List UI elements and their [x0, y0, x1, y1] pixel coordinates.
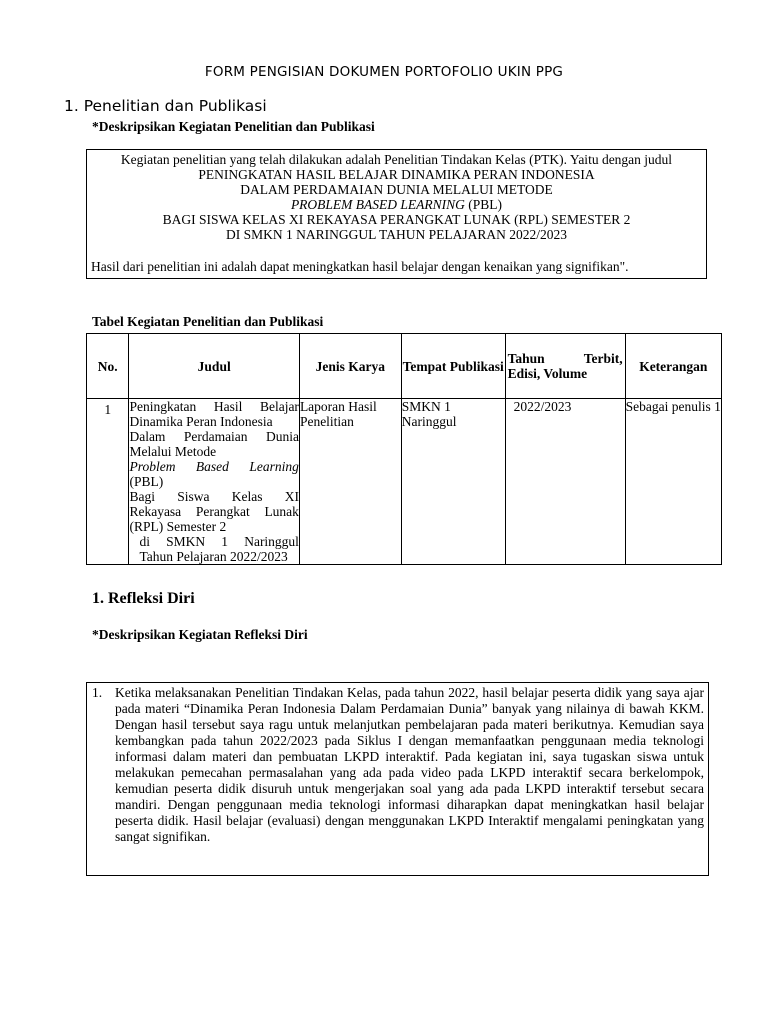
reflection-item-number: 1.: [92, 685, 103, 700]
cell-no: 1: [87, 399, 129, 565]
section-heading-penelitian: 1. Penelitian dan Publikasi: [64, 97, 267, 115]
header-edisi-volume: Edisi, Volume: [507, 366, 588, 381]
section-heading-refleksi: 1. Refleksi Diri: [92, 590, 195, 607]
research-intro: Kegiatan penelitian yang telah dilakukan adalah Penelitian Tindakan Kelas (PTK). Yaitu dengan judul: [120, 152, 673, 167]
research-title-method-abbr: (PBL): [464, 197, 503, 212]
header-keterangan: Keterangan: [625, 334, 721, 399]
header-no: No.: [87, 334, 129, 399]
reflection-paragraph: Ketika melaksanakan Penelitian Tindakan Kelas, pada tahun 2022, hasil belajar peserta didik yang saya ajar pada materi “Dinamika Peran Indonesia Dalam Perdamaian Dunia” banyak yang nilainya di bawah KKM. Dengan hasil tersebut saya ragu untuk melanjutkan pembelajaran pada materi berikutnya. Kemudian saya kembangkan pada tahun 2022/2023 pada Siklus I dengan memanfaatkan penggunaan media teknologi informasi dalam materi dan pembuatan LKPD interaktif. Pada kegiatan ini, saya tugaskan siswa untuk melakukan pemecahan permasalahan yang ada pada video pada LKPD interaktif secara berkelompok, kemudian peserta didik disuruh untuk mengerjakan soal yang ada pada LKPD interaktif tersebut secara mandiri. Dengan penggunaan media teknologi informasi diharapkan dapat meningkatkan hasil belajar peserta didik. Hasil belajar (evaluasi) dengan menggunakan LKPD Interaktif mengalami peningkatan yang sangat signifikan.: [115, 685, 704, 844]
page-title: FORM PENGISIAN DOKUMEN PORTOFOLIO UKIN PPG: [204, 64, 564, 80]
cell-judul: [129, 399, 299, 565]
judul-line: Melalui Metode: [129, 444, 217, 459]
cell-tahun: 2022/2023: [505, 399, 625, 565]
header-judul: Judul: [129, 334, 299, 399]
judul-line: di SMKN 1 Naringgul: [139, 534, 299, 549]
header-terbit-word: Terbit,: [583, 351, 623, 366]
section-subheading-penelitian: *Deskripsikan Kegiatan Penelitian dan Publikasi: [92, 119, 375, 134]
research-title-line-3: [87, 197, 706, 212]
research-description-box: [86, 149, 707, 279]
research-title-line-2: DALAM PERDAMAIAN DUNIA MELALUI METODE: [240, 182, 553, 197]
research-title-line-5: DI SMKN 1 NARINGGUL TAHUN PELAJARAN 2022/2023: [226, 227, 567, 242]
reflection-box: [86, 682, 709, 876]
header-tahun-word: Tahun: [507, 351, 545, 366]
judul-line: (PBL): [129, 474, 164, 489]
header-tempat-publikasi: Tempat Publikasi: [401, 334, 505, 399]
judul-line: Bagi Siswa Kelas XI: [129, 489, 299, 504]
judul-line: Dinamika Peran Indonesia: [129, 414, 273, 429]
judul-line: Problem Based Learning: [129, 459, 299, 474]
cell-keterangan: Sebagai penulis 1: [625, 399, 721, 565]
research-title-line-1: PENINGKATAN HASIL BELAJAR DINAMIKA PERAN INDONESIA: [198, 167, 595, 182]
judul-line: Tahun Pelajaran 2022/2023: [139, 549, 288, 564]
header-tahun: [505, 334, 625, 399]
table-header-row: [87, 334, 722, 399]
judul-line: Dalam Perdamaian Dunia: [129, 429, 299, 444]
header-jenis-karya: Jenis Karya: [299, 334, 401, 399]
research-result: Hasil dari penelitian ini adalah dapat meningkatkan hasil belajar dengan kenaikan yang signifikan".: [91, 259, 629, 274]
cell-jenis-karya: Laporan Hasil Penelitian: [299, 399, 401, 565]
research-title-line-4: BAGI SISWA KELAS XI REKAYASA PERANGKAT LUNAK (RPL) SEMESTER 2: [162, 212, 631, 227]
research-title-method: PROBLEM BASED LEARNING: [290, 197, 465, 212]
judul-line: Rekayasa Perangkat Lunak: [129, 504, 299, 519]
judul-line: Peningkatan Hasil Belajar: [129, 399, 299, 414]
section-subheading-refleksi: *Deskripsikan Kegiatan Refleksi Diri: [92, 627, 308, 642]
table-caption: Tabel Kegiatan Penelitian dan Publikasi: [92, 314, 324, 329]
table-row: [87, 399, 722, 565]
publication-table: [86, 333, 722, 565]
cell-tempat-publikasi: SMKN 1 Naringgul: [401, 399, 505, 565]
judul-line: (RPL) Semester 2: [129, 519, 227, 534]
